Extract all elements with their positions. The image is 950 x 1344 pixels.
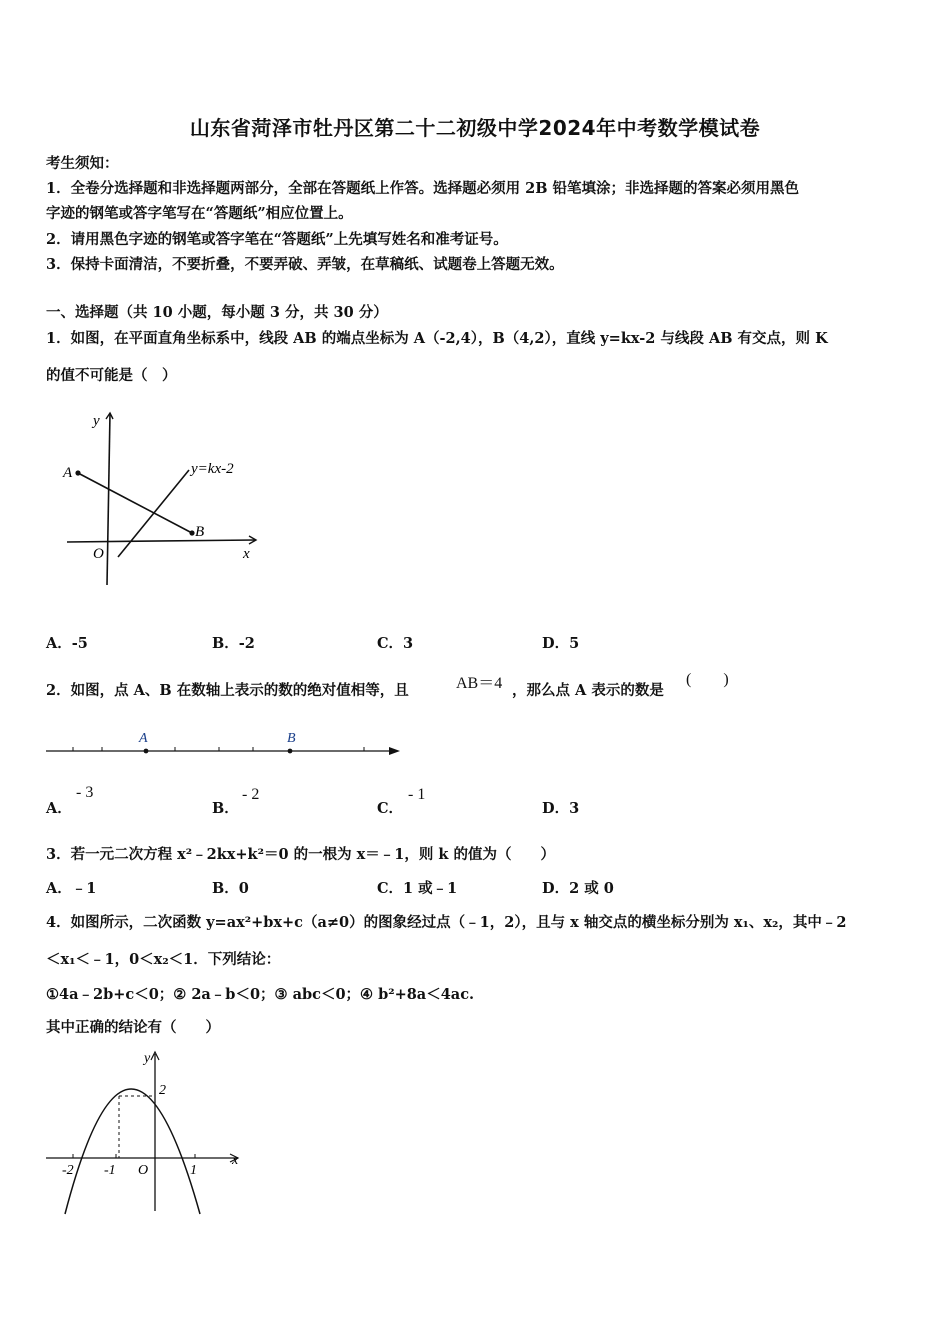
q4-label-minus2: -2 xyxy=(62,1163,74,1178)
q2-arrow xyxy=(389,747,400,755)
q2-text-b: ，那么点 A 表示的数是 xyxy=(512,682,664,699)
q1-option-c: C．3 xyxy=(377,635,414,652)
q1-label-b: B xyxy=(195,524,205,540)
notice-line-1a: 1．全卷分选择题和非选择题两部分，全部在答题纸上作答。选择题必须用 2B 铅笔填涂；非选择题的答案必须用黑色 xyxy=(46,180,800,197)
page-title: 山东省菏泽市牡丹区第二十二初级中学2024年中考数学模试卷 xyxy=(189,116,761,140)
notice-heading: 考生须知： xyxy=(46,155,119,172)
notice-line-2: 2．请用黑色字迹的钢笔或答字笔在“答题纸”上先填写姓名和准考证号。 xyxy=(46,231,508,248)
q1-label-a: A xyxy=(63,465,73,481)
q3-option-a: A．﹣1 xyxy=(46,880,97,897)
q4-parabola-figure xyxy=(40,1046,250,1216)
q2-point-a xyxy=(144,749,149,754)
q1-option-b: B．-2 xyxy=(212,635,255,652)
q1-coordinate-figure xyxy=(55,405,275,590)
q4-label-y: y xyxy=(144,1051,151,1066)
q1-x-axis xyxy=(67,540,255,542)
q2-option-a-value: - 3 xyxy=(76,784,94,801)
notice-line-3: 3．保持卡面清洁，不要折叠，不要弄破、弄皱，在草稿纸、试题卷上答题无效。 xyxy=(46,256,564,273)
q4-label-1: 1 xyxy=(190,1163,197,1178)
q1-y-axis xyxy=(107,413,110,585)
q1-text-line-1: 1．如图，在平面直角坐标系中，线段 AB 的端点坐标为 A（-2,4），B（4,2），直线 y=kx-2 与线段 AB 有交点，则 K xyxy=(46,330,828,347)
q2-option-c-value: - 1 xyxy=(408,786,426,803)
q4-label-o: O xyxy=(138,1163,149,1178)
section-heading: 一、选择题（共 10 小题，每小题 3 分，共 30 分） xyxy=(46,304,388,321)
q1-line-kx xyxy=(118,470,189,557)
q2-text-a: 2．如图，点 A、B 在数轴上表示的数的绝对值相等，且 xyxy=(46,682,409,699)
q1-option-a: A．-5 xyxy=(46,635,88,652)
q1-point-b xyxy=(189,530,194,535)
q2-number-line xyxy=(44,725,404,763)
q1-label-line: y=kx-2 xyxy=(191,461,234,477)
q3-option-d: D．2 或 0 xyxy=(542,880,614,897)
q1-text-line-2: 的值不可能是（ ） xyxy=(46,367,177,384)
q2-label-b: B xyxy=(287,731,296,746)
q2-option-a: A． xyxy=(46,800,72,817)
q4-text-line-2: ＜x₁＜﹣1，0＜x₂＜1．下列结论： xyxy=(46,951,281,968)
q2-option-d: D．3 xyxy=(542,800,580,817)
q1-segment-ab xyxy=(78,473,192,533)
q4-text-line-4: 其中正确的结论有（ ） xyxy=(46,1019,220,1036)
q2-paren: ( ) xyxy=(686,671,729,688)
q1-point-a xyxy=(75,470,80,475)
q4-label-minus1: -1 xyxy=(104,1163,116,1178)
q1-label-x: x xyxy=(243,546,250,562)
q4-conclusions: ①4a﹣2b+c＜0；② 2a﹣b＜0；③ abc＜0；④ b²+8a＜4ac. xyxy=(46,986,475,1003)
notice-line-1b: 字迹的钢笔或答字笔写在“答题纸”相应位置上。 xyxy=(46,205,353,222)
q2-option-c: C． xyxy=(377,800,404,817)
q4-label-x: x xyxy=(232,1153,239,1168)
q1-label-o: O xyxy=(93,546,104,562)
q2-math-ab: AB＝4 xyxy=(456,675,503,692)
q2-option-b: B． xyxy=(212,800,239,817)
q2-point-b xyxy=(288,749,293,754)
q4-text-line-1: 4．如图所示，二次函数 y=ax²+bx+c（a≠0）的图象经过点（﹣1，2），且与 x 轴交点的横坐标分别为 x₁、x₂，其中﹣2 xyxy=(46,914,847,931)
q1-label-y: y xyxy=(93,413,100,429)
q4-label-2: 2 xyxy=(159,1083,166,1098)
q3-text: 3．若一元二次方程 x²﹣2kx+k²＝0 的一根为 x＝﹣1，则 k 的值为（ ） xyxy=(46,846,556,863)
q4-parabola xyxy=(65,1089,200,1214)
q2-label-a: A xyxy=(139,731,148,746)
q1-option-d: D．5 xyxy=(542,635,580,652)
q3-option-c: C．1 或﹣1 xyxy=(377,880,458,897)
q2-option-b-value: - 2 xyxy=(242,786,260,803)
q3-option-b: B．0 xyxy=(212,880,249,897)
